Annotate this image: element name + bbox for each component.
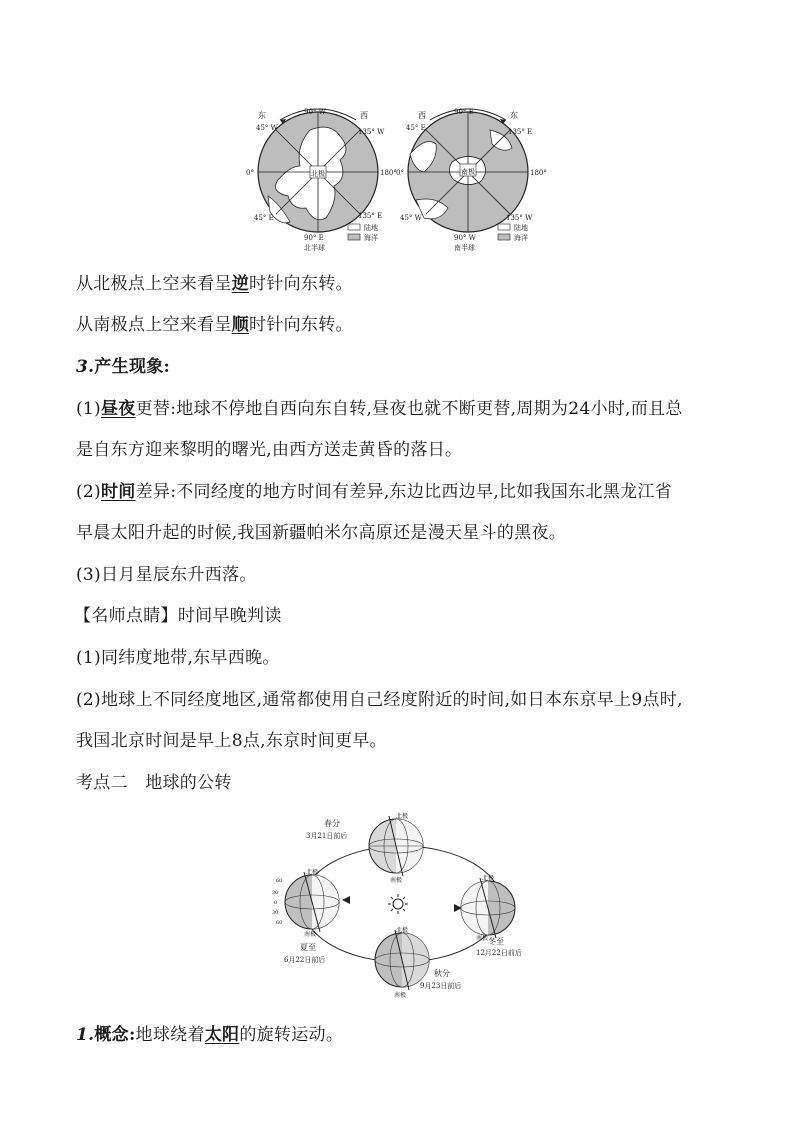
tip-label: 名师点睛 [91, 606, 161, 626]
north-rotation-key: 逆 [231, 274, 250, 294]
summer-lat-0: 60 [276, 878, 283, 884]
concept-pre: 地球绕着 [135, 1025, 205, 1045]
south-right-label: 180° [530, 169, 547, 177]
paragraph-2-number: (2) [76, 482, 101, 502]
south-top-label: 90° E [454, 108, 474, 116]
spring-label: 春分 [324, 819, 340, 828]
autumn-south-pole: 南极 [394, 992, 407, 999]
section-heading-kaodian-2: 考点二 地球的公转 [76, 773, 232, 793]
paragraph-3: (3)日月星辰东升西落。 [76, 565, 257, 585]
spring-north-pole: 北极 [396, 813, 409, 820]
summer-lat-4: 60 [276, 920, 283, 926]
south-bl-label: 45° W [400, 214, 422, 222]
tip-close-bracket: 】 [160, 606, 178, 626]
globe-summer [285, 868, 339, 938]
summer-lat-1: 30 [272, 890, 279, 896]
paragraph-2-line-1 [76, 481, 736, 503]
paragraph-2-key: 时间 [100, 482, 136, 502]
south-rotation-post: 时针向东转。 [249, 315, 353, 335]
summer-date: 6月22日前后 [284, 956, 326, 964]
concept-post: 的旋转运动。 [239, 1025, 344, 1045]
south-east-label: 东 [510, 111, 518, 120]
north-caption: 北半球 [304, 244, 325, 252]
north-top-label: 90° W [304, 108, 326, 116]
winter-south-pole: 南极 [476, 935, 489, 942]
paragraph-1-line-1 [76, 398, 736, 420]
concept-number: 1. [76, 1025, 95, 1045]
south-bottom-label: 90° W [454, 234, 476, 242]
spring-south-pole: 南极 [390, 877, 403, 884]
south-rotation-pre: 从南极点上空来看呈 [76, 315, 232, 335]
south-tr-label: 135° E [508, 128, 533, 136]
south-rotation-key: 顺 [231, 315, 250, 335]
summer-label: 夏至 [300, 943, 316, 952]
spring-date: 3月21日前后 [306, 832, 348, 840]
south-legend-ocean: 海洋 [514, 234, 528, 242]
paragraph-2-rest: 差异:不同经度的地方时间有差异,东边比西边早,比如我国东北黑龙江省 [135, 482, 673, 502]
tip-heading [74, 605, 734, 627]
north-rotation-line [76, 273, 736, 295]
paragraph-2-line-2: 早晨太阳升起的时候,我国新疆帕米尔高原还是漫天星斗的黑夜。 [76, 523, 567, 543]
concept-line [76, 1024, 736, 1046]
summer-lat-3: 30 [272, 910, 279, 916]
north-right-label: 180° [380, 169, 397, 177]
north-legend-land: 陆地 [364, 224, 378, 232]
autumn-north-pole: 北极 [396, 927, 409, 934]
south-br-label: 135° W [506, 214, 533, 222]
tip-item-2-line-2: 我国北京时间是早上8点,东京时间更早。 [76, 731, 387, 751]
globe-spring [369, 812, 423, 884]
summer-north-pole: 北极 [306, 869, 319, 876]
north-hemisphere-map [246, 108, 397, 252]
south-hemisphere-map [396, 108, 547, 252]
tip-item-2-line-1: (2)地球上不同经度地区,通常都使用自己经度附近的时间,如日本东京早上9点时, [76, 690, 683, 710]
tip-open-bracket: 【 [74, 606, 92, 626]
north-rotation-pre: 从北极点上空来看呈 [76, 274, 232, 294]
north-bottom-label: 90° E [304, 234, 324, 242]
section-3-heading [76, 356, 736, 378]
south-rotation-line [76, 314, 736, 336]
concept-key: 太阳 [204, 1025, 240, 1045]
north-tl-label: 45° W [256, 124, 278, 132]
autumn-date: 9月23日前后 [420, 982, 462, 990]
south-left-label: 0° [396, 169, 404, 177]
north-br-label: 135° E [358, 212, 383, 220]
north-bl-label: 45° E [254, 214, 274, 222]
south-caption: 南半球 [454, 244, 475, 252]
north-pole-label: 北极 [311, 170, 325, 178]
north-left-label: 0° [246, 169, 254, 177]
winter-north-pole: 北极 [482, 875, 495, 882]
polar-maps-figure [240, 100, 560, 260]
south-tl-label: 45° E [406, 124, 426, 132]
tip-title: 时间早晚判读 [177, 606, 282, 626]
north-legend-ocean: 海洋 [364, 234, 378, 242]
section-3-title: 产生现象: [94, 357, 171, 377]
paragraph-1-rest: 更替:地球不停地自西向东自转,昼夜也就不断更替,周期为24小时,而且总 [135, 399, 683, 419]
summer-south-pole: 南极 [304, 931, 317, 938]
winter-date: 12月22日前后 [476, 949, 522, 957]
paragraph-1-number: (1) [76, 399, 101, 419]
globe-winter [461, 874, 515, 942]
summer-lat-2: 0 [274, 900, 278, 906]
autumn-label: 秋分 [434, 969, 450, 978]
paragraph-1-line-2: 是自东方迎来黎明的曙光,由西方送走黄昏的落日。 [76, 440, 463, 460]
south-pole-label: 南极 [461, 168, 475, 176]
north-west-label: 西 [360, 111, 368, 120]
north-east-label: 东 [258, 111, 266, 120]
sun-icon [388, 894, 408, 914]
tip-item-1: (1)同纬度地带,东早西晚。 [76, 648, 280, 668]
paragraph-1-key: 昼夜 [100, 399, 136, 419]
north-tr-label: 135° W [358, 128, 385, 136]
north-rotation-post: 时针向东转。 [249, 274, 353, 294]
orbit-figure [270, 808, 540, 1000]
winter-label: 冬至 [488, 937, 504, 946]
south-legend-land: 陆地 [514, 224, 528, 232]
south-west-label: 西 [418, 111, 426, 120]
section-3-number: 3. [76, 357, 95, 377]
concept-label: 概念: [94, 1025, 136, 1045]
